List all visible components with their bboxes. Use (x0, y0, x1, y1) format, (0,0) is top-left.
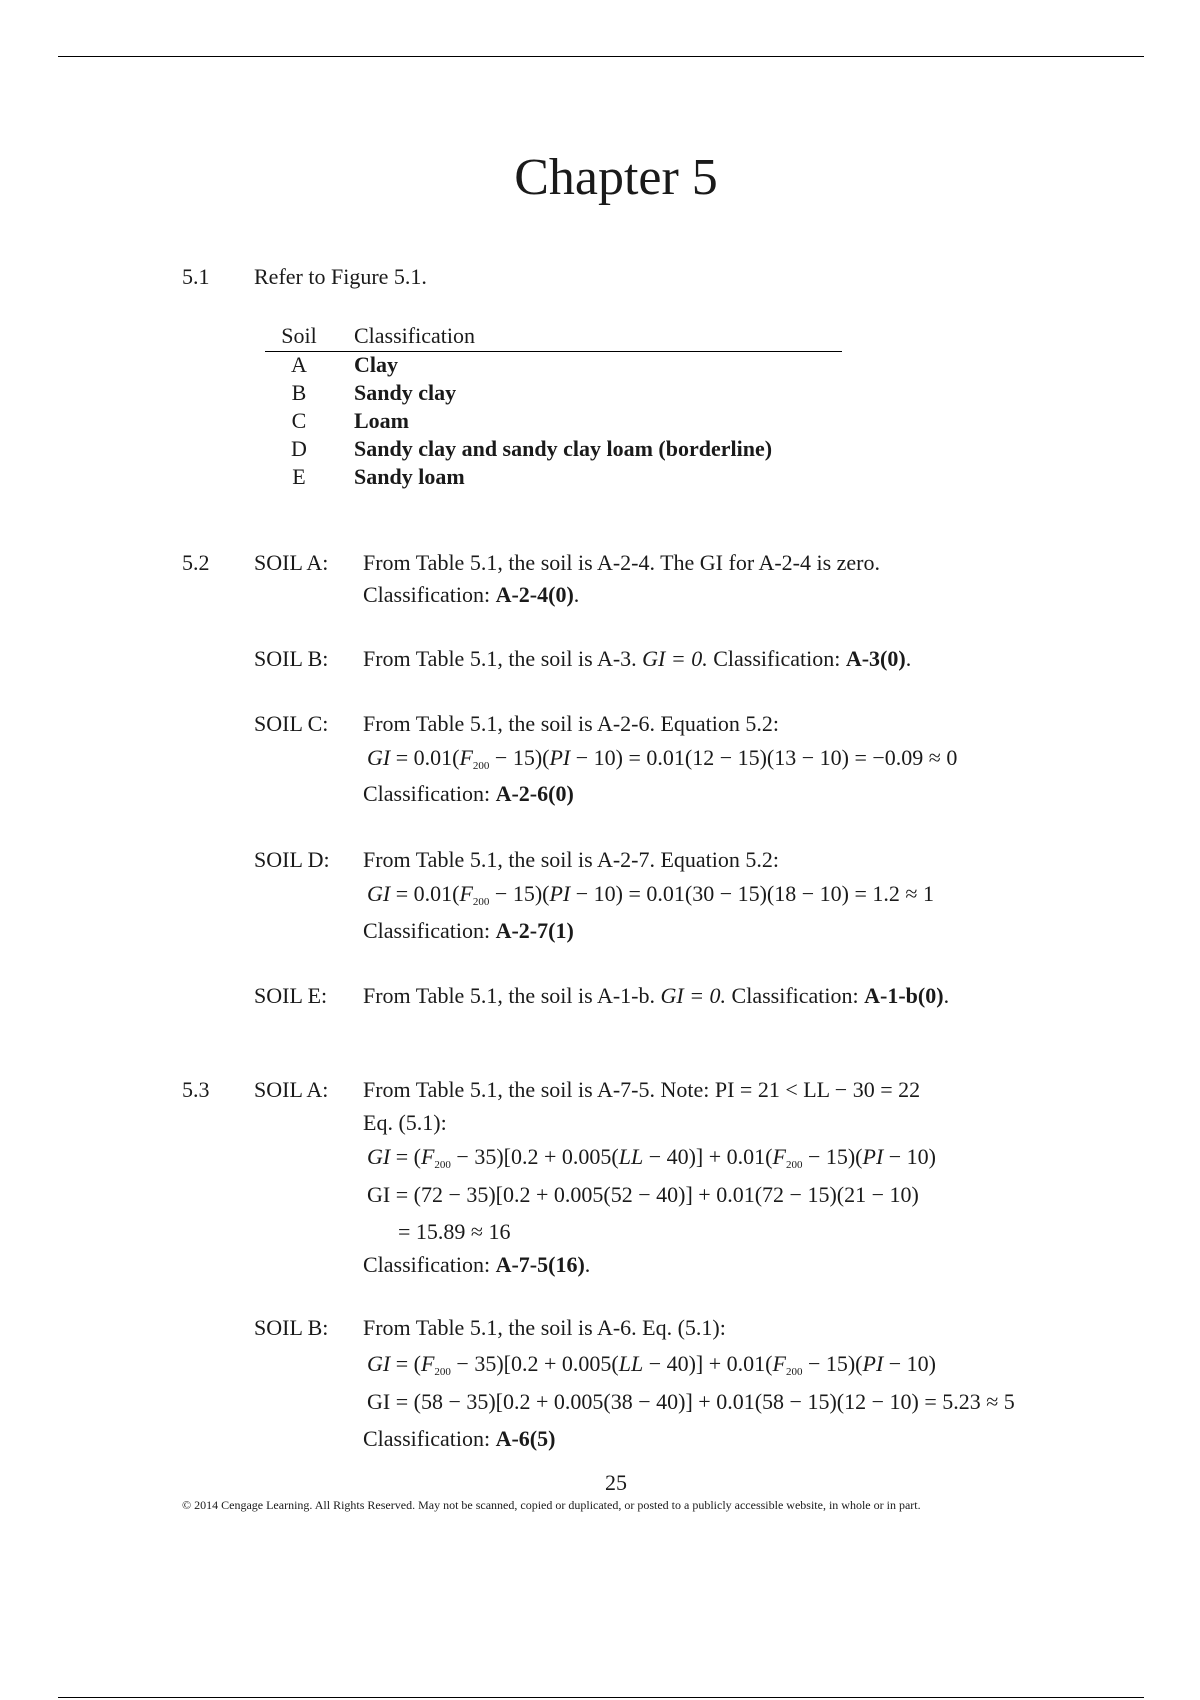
top-rule (58, 56, 1144, 57)
header-classification: Classification (354, 323, 475, 348)
soil-cell: D (291, 436, 307, 461)
soil-e-text: From Table 5.1, the soil is A-1-b. GI = 0. Classification: A-1-b(0). (363, 983, 950, 1008)
classification-value: A-2-4(0) (495, 582, 574, 607)
equation: GI = $0.01(F_{200} - 15)(PI - 10) = 0.01(12 - 15)(13 - 10) = -0.09 \approx 0$ (367, 745, 958, 772)
classification-value: A-3(0) (845, 646, 906, 671)
classification-cell: Clay (354, 352, 398, 377)
soil-b-classification: Classification: A-6(5) (363, 1426, 556, 1451)
soil-label: SOIL E: (254, 983, 328, 1008)
chapter-title: Chapter 5 (514, 149, 718, 206)
soil-a-classification: Classification: A-7-5(16). (363, 1252, 591, 1277)
header-soil: Soil (281, 323, 317, 348)
soil-d-classification: Classification: A-2-7(1) (363, 918, 574, 943)
soil-cell: E (292, 464, 306, 489)
classification-table (265, 323, 842, 492)
equation-result: = 15.89 ≈ 16 (398, 1219, 511, 1244)
soil-cell: A (291, 352, 307, 377)
table-row (265, 352, 842, 380)
classification-value: A-2-6(0) (495, 781, 574, 806)
problem-number: 5.1 (182, 264, 210, 289)
problem-text: Refer to Figure 5.1. (254, 264, 427, 289)
soil-label: SOIL A: (254, 550, 329, 575)
classification-value: A-6(5) (495, 1426, 556, 1451)
soil-a-classification: Classification: A-2-4(0). (363, 582, 580, 607)
soil-label: SOIL B: (254, 646, 329, 671)
soil-b-text: From Table 5.1, the soil is A-6. Eq. (5.1): (363, 1315, 726, 1340)
problem-number: 5.3 (182, 1077, 210, 1102)
page-number: 25 (605, 1470, 627, 1495)
classification-value: A-2-7(1) (495, 918, 574, 943)
soil-label: SOIL D: (254, 847, 330, 872)
soil-cell: B (291, 380, 307, 405)
table-row (265, 464, 842, 492)
soil-label: SOIL A: (254, 1077, 329, 1102)
equation: GI = $(F_{200} - 35)[0.2 + 0.005(LL - 40)] + 0.01(F_{200} - 15)(PI - 10)$ (367, 1351, 936, 1378)
table-row (265, 408, 842, 436)
table-header (265, 323, 842, 352)
soil-b-text: From Table 5.1, the soil is A-3. GI = 0. Classification: A-3(0). (363, 646, 912, 671)
classification-value: A-1-b(0) (864, 983, 944, 1008)
classification-cell: Sandy loam (354, 464, 465, 489)
soil-a-text: From Table 5.1, the soil is A-7-5. Note: PI = 21 < LL − 30 = 22 (363, 1077, 921, 1102)
equation: GI = (72 − 35)[0.2 + 0.005(52 − 40)] + 0.01(72 − 15)(21 − 10) (367, 1182, 919, 1207)
classification-cell: Sandy clay and sandy clay loam (borderline) (354, 436, 773, 461)
equation-reference: Eq. (5.1): (363, 1110, 447, 1135)
copyright-notice: © 2014 Cengage Learning. All Rights Reserved. May not be scanned, copied or duplicated, or posted to a publicly accessible website, in whole or in part. (182, 1498, 921, 1512)
classification-value: A-7-5(16) (495, 1252, 585, 1277)
soil-c-text: From Table 5.1, the soil is A-2-6. Equation 5.2: (363, 711, 780, 736)
soil-a-text: From Table 5.1, the soil is A-2-4. The GI for A-2-4 is zero. (363, 550, 881, 575)
soil-cell: C (291, 408, 307, 433)
equation: GI = $(F_{200} - 35)[0.2 + 0.005(LL - 40)] + 0.01(F_{200} - 15)(PI - 10)$ (367, 1144, 936, 1171)
table-row (265, 436, 842, 464)
bottom-rule (58, 1697, 1144, 1698)
soil-label: SOIL B: (254, 1315, 329, 1340)
classification-cell: Loam (354, 408, 409, 433)
problem-number: 5.2 (182, 550, 210, 575)
soil-d-text: From Table 5.1, the soil is A-2-7. Equation 5.2: (363, 847, 780, 872)
classification-cell: Sandy clay (354, 380, 457, 405)
soil-c-classification: Classification: A-2-6(0) (363, 781, 574, 806)
soil-label: SOIL C: (254, 711, 329, 736)
table-row (265, 380, 842, 408)
equation: GI = (58 − 35)[0.2 + 0.005(38 − 40)] + 0.01(58 − 15)(12 − 10) = 5.23 ≈ 5 (367, 1389, 1015, 1414)
equation: GI = $0.01(F_{200} - 15)(PI - 10) = 0.01(30 - 15)(18 - 10) = 1.2 \approx 1$ (367, 881, 934, 908)
